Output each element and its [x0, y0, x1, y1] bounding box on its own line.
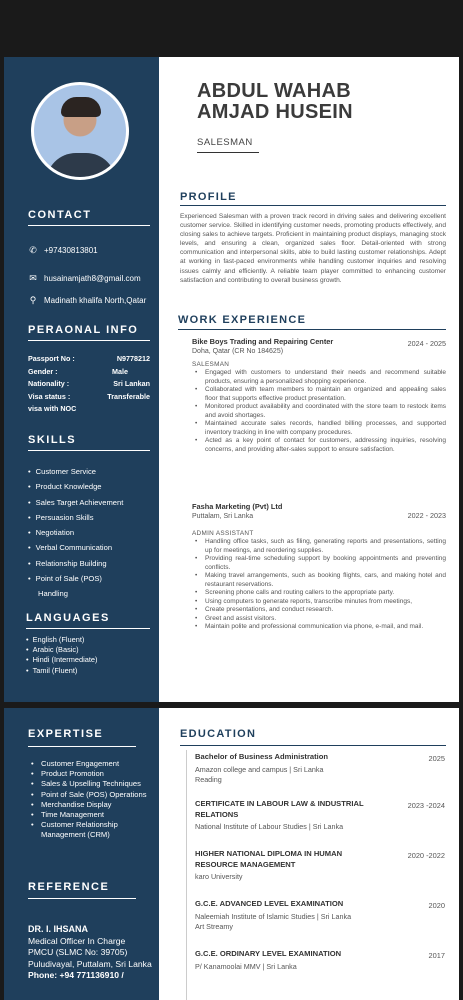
- list-item: • Customer Relationship Management (CRM): [31, 820, 156, 840]
- languages-title: LANGUAGES: [26, 612, 110, 624]
- address-text: Madinath khalifa North,Qatar: [44, 296, 147, 305]
- avatar-hair: [61, 97, 101, 117]
- list-item: • Greet and assist visitors.: [192, 615, 446, 624]
- list-item: • Handling office tasks, such as filing, generating reports and presentations, setting up for meetings, and reordering supplies.: [192, 538, 446, 555]
- work-experience-title: WORK EXPERIENCE: [178, 314, 307, 326]
- sidebar: [4, 57, 159, 702]
- list-item: • Relationship Building: [28, 556, 123, 571]
- main-content: [159, 57, 459, 702]
- list-item: • Engaged with customers to understand their needs and recommend suitable products, ensuring a personalized shopping experience.: [192, 369, 446, 386]
- phone-icon: ✆: [29, 245, 37, 255]
- list-item: • Hindi (Intermediate): [26, 655, 98, 665]
- job-bullets: [192, 538, 446, 632]
- list-item: • Point of Sale (POS) Operations: [31, 790, 156, 800]
- list-item: • Persuasion Skills: [28, 510, 123, 525]
- contact-phone: [28, 245, 98, 256]
- contact-title: CONTACT: [28, 209, 92, 221]
- divider: [178, 329, 446, 330]
- job-entry: [192, 337, 446, 454]
- reference-block: DR. I. IHSANA Medical Officer In Charge PMCU (SLMC No: 39705) Puludivayal, Puttalam, Sri Lanka Phone: +94 771136910 /: [28, 924, 156, 982]
- list-item: • Maintain polite and professional communication via phone, e-mail, and mail.: [192, 623, 446, 632]
- job-bullets: [192, 369, 446, 454]
- profile-title: PROFILE: [180, 191, 237, 203]
- skills-list: [28, 464, 123, 602]
- profile-text: Experienced Salesman with a proven track record in driving sales and delivering excellent customer service. Skilled in identifying customer needs, promoting products effectively, and closing sales to achieve targets. Proficient in maintaining product displays, managing stock levels, and ensuring a clean, organized sales floor. Detail-oriented with strong communication and interpersonal skills, able to build lasting customer relationships. Adept at working in fast-paced environments while handling customer inquiries and resolving issues calmly and efficiently. A reliable team player committed to enhancing customer satisfaction and contributing to overall business growth.: [180, 213, 446, 284]
- job-dates: 2022 - 2023: [407, 511, 446, 520]
- list-item: • Product Knowledge: [28, 479, 123, 494]
- list-item: • Time Management: [31, 810, 156, 820]
- reference-phone: Phone: +94 771136910 /: [28, 970, 124, 980]
- list-item: • Merchandise Display: [31, 800, 156, 810]
- list-item: • Sales & Upselling Techniques: [31, 779, 156, 789]
- divider: [26, 628, 150, 629]
- list-item: • Point of Sale (POS): [28, 571, 123, 586]
- job-company: Fasha Marketing (Pvt) Ltd: [192, 502, 283, 511]
- divider: [28, 225, 150, 226]
- list-item: • Create presentations, and conduct research.: [192, 606, 446, 615]
- education-entry: G.C.E. ADVANCED LEVEL EXAMINATION 2020 Naleemiah Institute of Islamic Studies | Sri Lanka Art Streamy: [195, 899, 445, 931]
- list-item: • Customer Service: [28, 464, 123, 479]
- education-entry: CERTIFICATE IN LABOUR LAW & INDUSTRIAL RELATIONS 2023 -2024 National Institute of Labour Studies | Sri Lanka: [195, 799, 445, 831]
- contact-email: [28, 273, 141, 284]
- resume-page-2: [4, 708, 459, 1000]
- job-title: SALESMAN: [197, 137, 253, 148]
- job-location: Doha, Qatar (CR No 184625): [192, 348, 284, 355]
- reference-name: DR. I. IHSANA: [28, 924, 89, 934]
- passport-row: Passport No : N9778212: [28, 354, 150, 363]
- divider: [197, 152, 259, 153]
- education-entry: G.C.E. ORDINARY LEVEL EXAMINATION 2017 P/ Kanamoolai MMV | Sri Lanka: [195, 949, 445, 971]
- nationality-row: Nationality : Sri Lankan: [28, 379, 150, 388]
- divider: [28, 450, 150, 451]
- location-pin-icon: ⚲: [29, 295, 37, 305]
- visa-cont: visa with NOC: [28, 404, 77, 413]
- email-text: husainamjath8@gmail.com: [44, 274, 141, 283]
- list-item: • Monitored product availability and coordinated with the store team to restock items and avoid shortages.: [192, 403, 446, 420]
- divider: [180, 205, 446, 206]
- list-item: • Customer Engagement: [31, 759, 156, 769]
- list-item: • Providing real-time scheduling support by booking appointments and preventing conflicts.: [192, 555, 446, 572]
- divider: [180, 745, 446, 746]
- expertise-title: EXPERTISE: [28, 728, 104, 740]
- education-title: EDUCATION: [180, 728, 257, 740]
- reference-title: REFERENCE: [28, 881, 110, 893]
- personal-info: [28, 353, 150, 416]
- personal-info-title: PERAONAL INFO: [28, 324, 139, 336]
- gender-row: Gender : Male: [28, 366, 128, 376]
- divider: [28, 746, 136, 747]
- divider: [28, 898, 136, 899]
- list-item: • Screening phone calls and routing callers to the appropriate party.: [192, 589, 446, 598]
- list-item: • Tamil (Fluent): [26, 666, 98, 676]
- avatar: [31, 82, 129, 180]
- job-role: ADMIN ASSISTANT: [192, 530, 254, 537]
- full-name: ABDUL WAHAB AMJAD HUSEIN: [197, 80, 353, 123]
- list-item: • Making travel arrangements, such as booking flights, cars, and making hotel and restaurant reservations.: [192, 572, 446, 589]
- job-location: Puttalam, Sri Lanka: [192, 513, 254, 520]
- list-item: • Acted as a key point of contact for customers, addressing inquiries, resolving concerns, and providing after-sales support to ensure satisfaction.: [192, 437, 446, 454]
- list-item: Handling: [38, 589, 68, 599]
- list-item: • Product Promotion: [31, 769, 156, 779]
- job-role: SALESMAN: [192, 361, 230, 368]
- list-item: • Using computers to generate reports, transcribe minutes from meetings,: [192, 598, 446, 607]
- job-dates: 2024 - 2025: [407, 339, 446, 348]
- list-item: • Verbal Communication: [28, 540, 123, 555]
- timeline-line: [186, 750, 187, 1000]
- mail-icon: ✉: [29, 273, 37, 283]
- sidebar: [4, 708, 159, 1000]
- list-item: • Sales Target Achievement: [28, 495, 123, 510]
- expertise-list: [31, 759, 156, 841]
- visa-row: Visa status : Transferable: [28, 391, 150, 401]
- job-entry: [192, 502, 446, 632]
- skills-title: SKILLS: [28, 434, 77, 446]
- job-company: Bike Boys Trading and Repairing Center: [192, 337, 334, 346]
- list-item: • English (Fluent): [26, 635, 98, 645]
- list-item: • Negotiation: [28, 525, 123, 540]
- list-item: • Arabic (Basic): [26, 645, 98, 655]
- education-entry: HIGHER NATIONAL DIPLOMA IN HUMAN RESOURCE MANAGEMENT 2020 -2022 karo University: [195, 849, 445, 881]
- divider: [28, 340, 150, 341]
- education-entry: Bachelor of Business Administration 2025 Amazon college and campus | Sri Lanka Reading: [195, 752, 445, 784]
- contact-address: [28, 295, 146, 306]
- avatar-shirt: [46, 153, 116, 180]
- phone-text: +97430813801: [44, 246, 98, 255]
- list-item: • Maintained accurate sales records, handled billing processes, and supported inventory tracking in line with company procedures.: [192, 420, 446, 437]
- resume-page-1: [4, 57, 459, 702]
- main-content: [159, 708, 459, 1000]
- languages-list: [26, 635, 98, 676]
- list-item: • Collaborated with team members to maintain an organized and appealing sales floor that supports effective product presentation.: [192, 386, 446, 403]
